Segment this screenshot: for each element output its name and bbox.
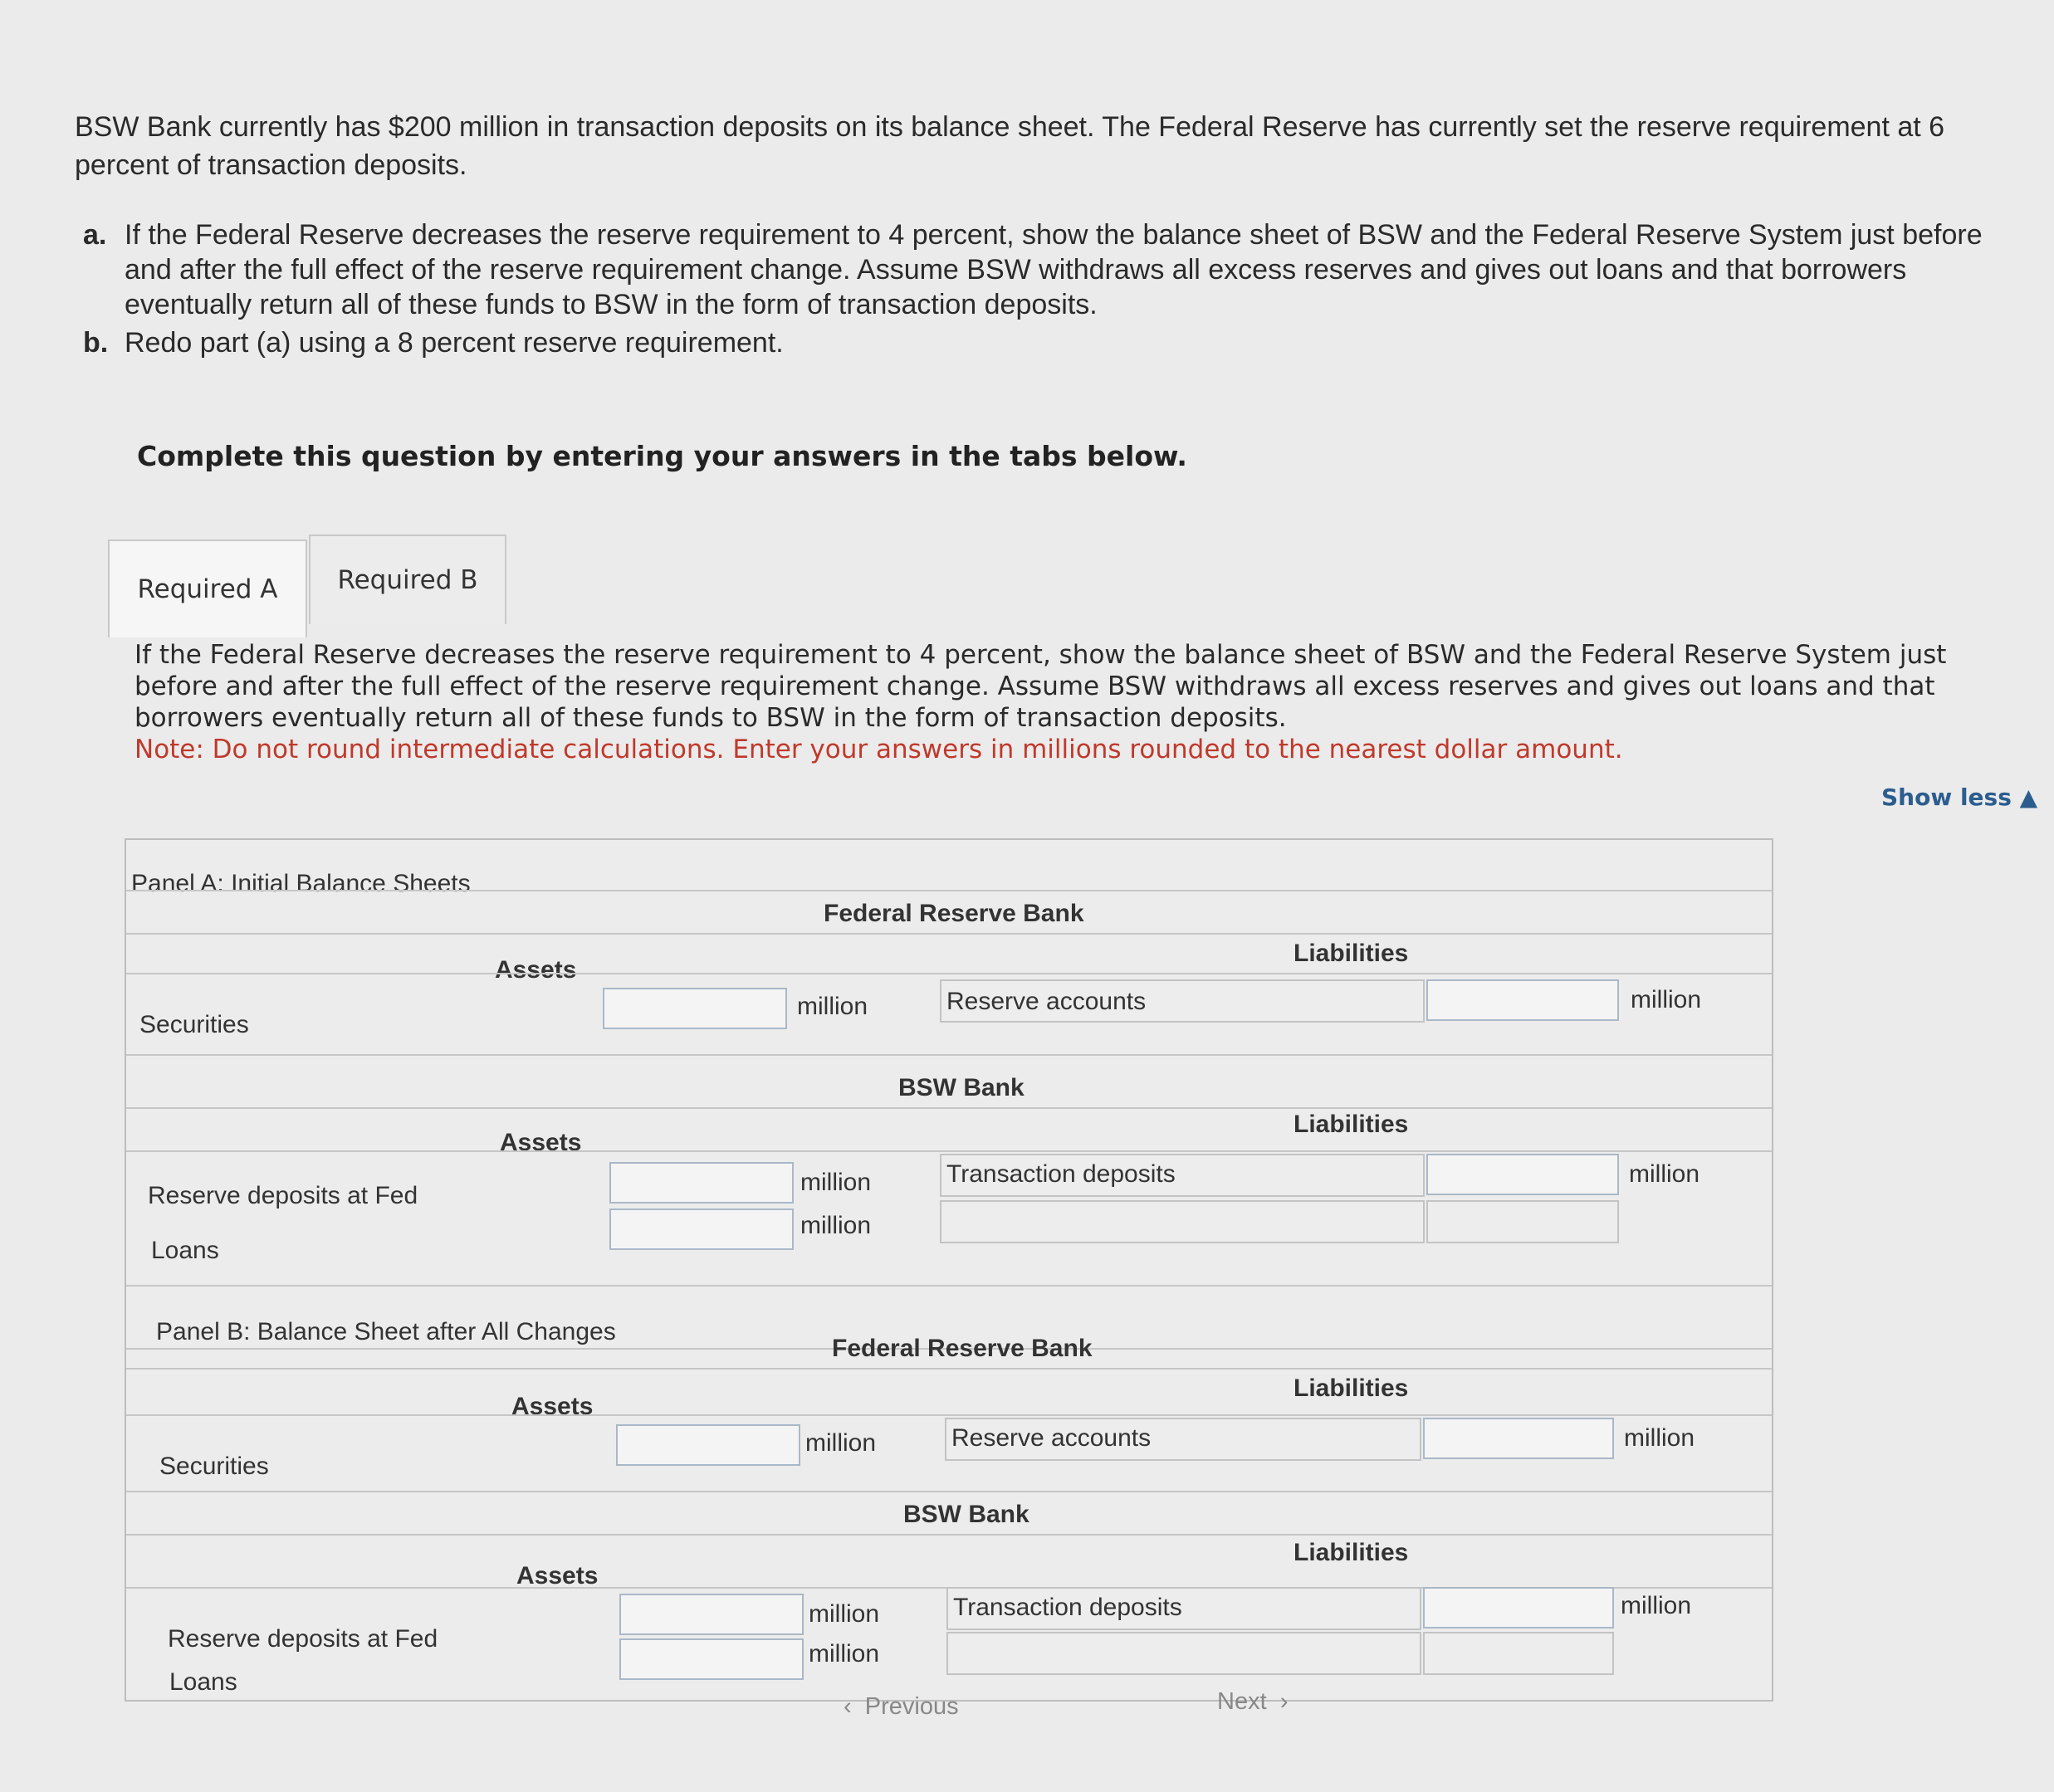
panel-b-bsw-deposits-label: Transaction deposits: [953, 1594, 1182, 1621]
panel-b-bsw-liabilities-header: Liabilities: [1294, 1539, 1409, 1566]
panel-b-fed-reserve-accounts-input[interactable]: [1423, 1418, 1614, 1459]
chevron-right-icon: ›: [1279, 1688, 1289, 1715]
panel-b-fed-assets-header: Assets: [511, 1393, 594, 1420]
previous-label: Previous: [864, 1693, 959, 1720]
chevron-left-icon: ‹: [844, 1693, 852, 1720]
panel-a-fed-securities-input[interactable]: [603, 988, 787, 1029]
panel-b-bsw-loans-label: Loans: [169, 1668, 237, 1696]
question-body: If the Federal Reserve decreases the reserve requirement to 4 percent, show the balance sheet of BSW and the Federal Reserve System just before and after the full effect of the reserve requirement change. Assume BSW withdraws all excess reserves and gives out loans and that borrowers eventually return all of these funds to BSW in the form of transaction deposits.: [134, 640, 1947, 733]
panel-b-fed-liabilities-header: Liabilities: [1294, 1375, 1409, 1402]
panel-a-fed-securities-label: Securities: [139, 1011, 249, 1038]
problem-parts: [83, 217, 2026, 364]
show-less-link[interactable]: Show less ▲: [1881, 784, 2038, 811]
panel-b-fed-title: Federal Reserve Bank: [832, 1335, 1093, 1362]
panel-b-bsw-reserve-label: Reserve deposits at Fed: [168, 1625, 438, 1653]
panel-b-fed-securities-label: Securities: [159, 1453, 269, 1480]
panel-a-bsw-title: BSW Bank: [898, 1074, 1025, 1101]
panel-b-fed-reserve-accounts-label: Reserve accounts: [951, 1424, 1152, 1452]
panel-a-title: Panel A: Initial Balance Sheets: [131, 870, 471, 897]
tab-required-b[interactable]: Required B: [309, 535, 506, 624]
part-b: [83, 325, 2026, 360]
panel-a-fed-reserve-accounts-input[interactable]: [1426, 979, 1619, 1021]
part-b-text: Redo part (a) using a 8 percent reserve requirement.: [125, 327, 784, 359]
problem-intro: BSW Bank currently has $200 million in transaction deposits on its balance sheet. The Federal Reserve has currently set the reserve requirement at 6 percent of transaction deposits.: [75, 111, 1945, 181]
tab-required-a[interactable]: Required A: [108, 540, 307, 637]
panel-a-bsw-loans-unit: million: [800, 1212, 872, 1239]
panel-b-bsw-reserve-unit: million: [809, 1600, 880, 1628]
panel-b-bsw-deposits-unit: million: [1621, 1592, 1692, 1619]
next-button[interactable]: [1217, 1688, 1288, 1716]
panel-a-bsw-loans-label: Loans: [151, 1237, 219, 1264]
next-label: Next: [1217, 1688, 1267, 1715]
panel-a-fed-securities-unit: million: [797, 993, 868, 1020]
panel-a-bsw-liabilities-header: Liabilities: [1294, 1111, 1409, 1138]
panel-b-fed-securities-input[interactable]: [616, 1424, 800, 1466]
panel-a-bsw-deposits-label: Transaction deposits: [946, 1160, 1176, 1188]
panel-b-fed-securities-unit: million: [805, 1429, 877, 1457]
panel-b-bsw-loans-input[interactable]: [619, 1638, 804, 1680]
part-a-text: If the Federal Reserve decreases the reserve requirement to 4 percent, show the balance sheet of BSW and the Federal Reserve System just before and after the full effect of the reserve requirement change. Assume BSW withdraws all excess reserves and gives out loans and that borrowers eventually return all of these funds to BSW in the form of transaction deposits.: [125, 219, 1983, 320]
question-text: [134, 639, 2027, 765]
panel-a-bsw-reserve-unit: million: [800, 1169, 872, 1196]
panel-b-fed-reserve-accounts-unit: million: [1624, 1424, 1695, 1452]
part-a: [83, 217, 2026, 322]
instruction-text: Complete this question by entering your answers in the tabs below.: [137, 440, 1187, 472]
panel-a-fed-assets-header: Assets: [495, 956, 577, 984]
panel-b-title: Panel B: Balance Sheet after All Changes: [156, 1318, 616, 1345]
panel-a-fed-title: Federal Reserve Bank: [824, 900, 1084, 927]
balance-sheet-table: [125, 838, 1773, 1702]
panel-b-bsw-loans-unit: million: [809, 1640, 880, 1667]
rounding-note: Note: Do not round intermediate calculations. Enter your answers in millions rounded to the nearest dollar amount.: [134, 735, 1623, 764]
panel-a-fed-reserve-accounts-label: Reserve accounts: [946, 988, 1147, 1015]
panel-a-fed-reserve-accounts-unit: million: [1631, 986, 1702, 1013]
panel-b-bsw-deposits-input[interactable]: [1423, 1587, 1614, 1628]
panel-a-bsw-loans-input[interactable]: [609, 1209, 794, 1250]
panel-a-fed-liabilities-header: Liabilities: [1294, 940, 1409, 967]
panel-a-bsw-reserve-label: Reserve deposits at Fed: [148, 1182, 418, 1209]
panel-b-bsw-assets-header: Assets: [516, 1562, 599, 1589]
part-a-marker: a.: [83, 219, 107, 251]
part-b-marker: b.: [83, 327, 109, 359]
panel-a-bsw-assets-header: Assets: [500, 1129, 582, 1156]
panel-a-bsw-deposits-input[interactable]: [1426, 1154, 1619, 1195]
previous-button[interactable]: [844, 1693, 959, 1721]
panel-a-bsw-deposits-unit: million: [1629, 1160, 1700, 1188]
panel-b-bsw-reserve-input[interactable]: [619, 1594, 804, 1635]
panel-b-bsw-title: BSW Bank: [903, 1501, 1029, 1528]
panel-a-bsw-reserve-input[interactable]: [609, 1162, 794, 1204]
